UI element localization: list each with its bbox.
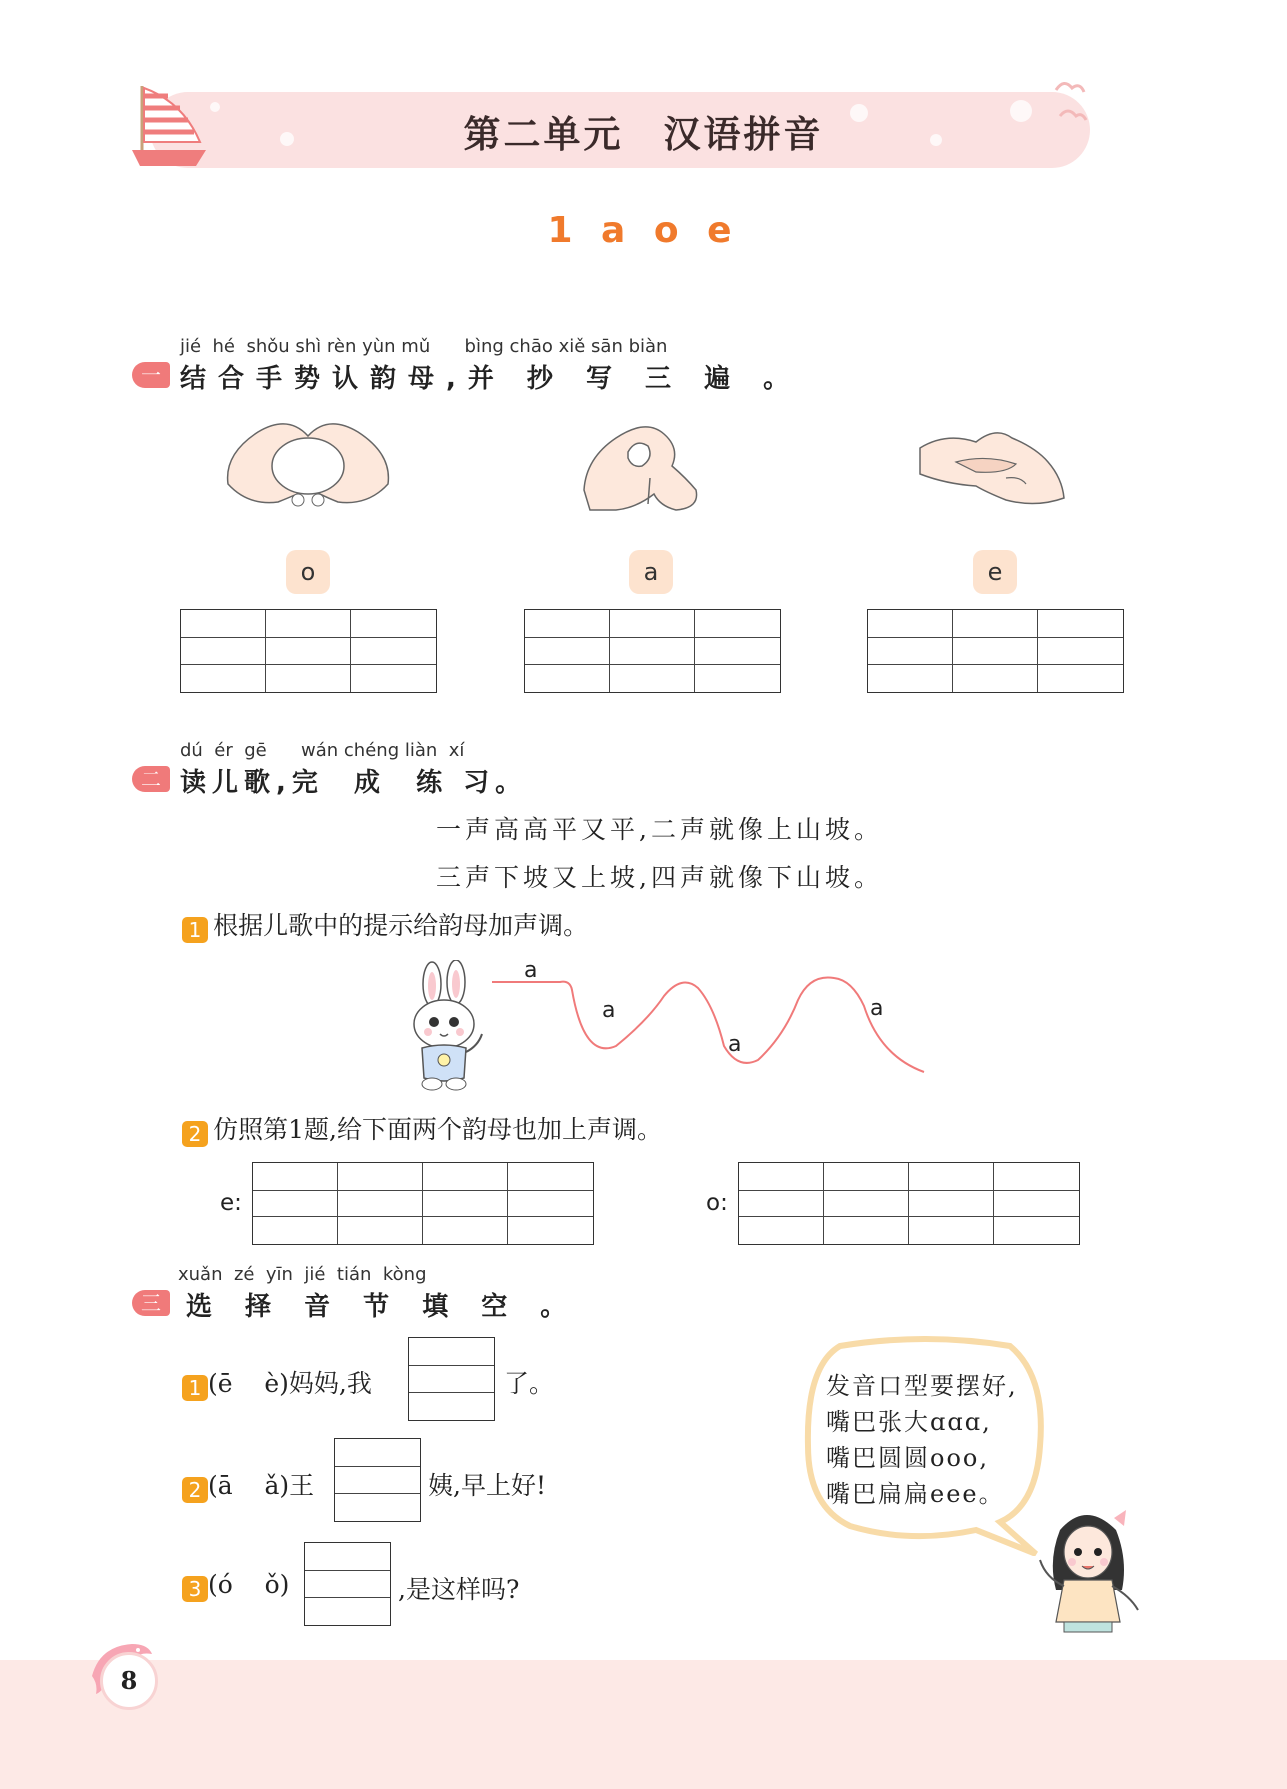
bunny-icon [398, 960, 488, 1094]
wave-letter-tone3: a [728, 1032, 742, 1057]
writing-grid-a[interactable] [524, 609, 781, 693]
answer-box-2[interactable] [334, 1438, 421, 1522]
letter-tag-e: e [973, 550, 1017, 594]
question-3-2 [182, 1466, 314, 1503]
tone-grid-o[interactable] [738, 1162, 1080, 1245]
hand-gesture-a-icon [576, 418, 712, 514]
unit-title: 第二单元 汉语拼音 [463, 113, 824, 156]
question-2-1 [182, 906, 588, 943]
section1-badge: 一 [132, 362, 170, 388]
section3-badge: 三 [132, 1290, 170, 1316]
page-number-circle [100, 1652, 158, 1710]
bubble-line-1: 发音口型要摆好, [826, 1372, 1018, 1400]
poem-line-1: 一声高高平又平,二声就像上山坡。 [436, 815, 883, 844]
hand-gesture-o-icon [218, 414, 398, 514]
question-number: 1 [182, 917, 208, 943]
tone-grid-e[interactable] [252, 1162, 594, 1245]
letter-tag-o: o [286, 550, 330, 594]
grid-label-o: o: [706, 1190, 728, 1216]
section3-instruction: 选 择 音 节 填 空 。 [186, 1292, 579, 1322]
sentence-before: 妈妈,我 [288, 1369, 372, 1398]
page-number: 8 [120, 1666, 138, 1695]
wave-letter-tone4: a [870, 996, 884, 1021]
sentence-after: 了。 [504, 1369, 555, 1398]
section2-pinyin: dú ér gē wán chéng liàn xí [180, 740, 465, 761]
question-text: 仿照第1题,给下面两个韵母也加上声调。 [213, 1115, 662, 1144]
lesson-title: 1 a o e [547, 210, 740, 251]
question-number: 2 [182, 1477, 208, 1503]
poem-line-2: 三声下坡又上坡,四声就像下山坡。 [436, 863, 883, 892]
question-3-3 [182, 1570, 289, 1602]
bubble-line-2: 嘴巴张大ɑɑɑ, [826, 1408, 992, 1436]
bubble-line-3: 嘴巴圆圆ooo, [826, 1444, 989, 1472]
tone-options: (ē è) [208, 1369, 289, 1398]
section1-pinyin: jié hé shǒu shì rèn yùn mǔ bìng chāo xiě sān biàn [180, 336, 668, 357]
wave-letter-tone2: a [602, 998, 616, 1023]
writing-grid-e[interactable] [867, 609, 1124, 693]
section2-badge: 二 [132, 766, 170, 792]
girl-character-icon [1030, 1500, 1148, 1634]
answer-box-3[interactable] [304, 1542, 391, 1626]
bottom-decoration [0, 1660, 1287, 1789]
writing-grid-o[interactable] [180, 609, 437, 693]
bubble-line-4: 嘴巴扁扁eee。 [826, 1480, 1005, 1508]
question-number: 1 [182, 1375, 208, 1401]
wave-letter-tone1: a [524, 958, 538, 983]
question-number: 3 [182, 1576, 208, 1602]
sentence-before: 王 [289, 1471, 315, 1500]
question-number: 2 [182, 1121, 208, 1147]
section3-pinyin: xuǎn zé yīn jié tián kòng [178, 1264, 427, 1285]
tone-options: (ā ǎ) [208, 1471, 290, 1500]
letter-tag-a: a [629, 550, 673, 594]
section1-instruction: 结合手势认韵母,并 抄 写 三 遍 。 [180, 364, 802, 394]
sentence-after: 姨,早上好! [428, 1471, 546, 1500]
grid-label-e: e: [220, 1190, 242, 1216]
tone-options: (ó ǒ) [208, 1570, 290, 1599]
question-2-2 [182, 1110, 662, 1147]
question-3-1 [182, 1364, 372, 1401]
tone-wave-line [488, 960, 928, 1080]
sentence-after: ,是这样吗? [398, 1575, 520, 1604]
question-text: 根据儿歌中的提示给韵母加声调。 [213, 911, 589, 940]
section2-instruction: 读儿歌,完 成 练 习。 [180, 768, 528, 798]
hand-gesture-e-icon [916, 418, 1066, 514]
answer-box-1[interactable] [408, 1337, 495, 1421]
